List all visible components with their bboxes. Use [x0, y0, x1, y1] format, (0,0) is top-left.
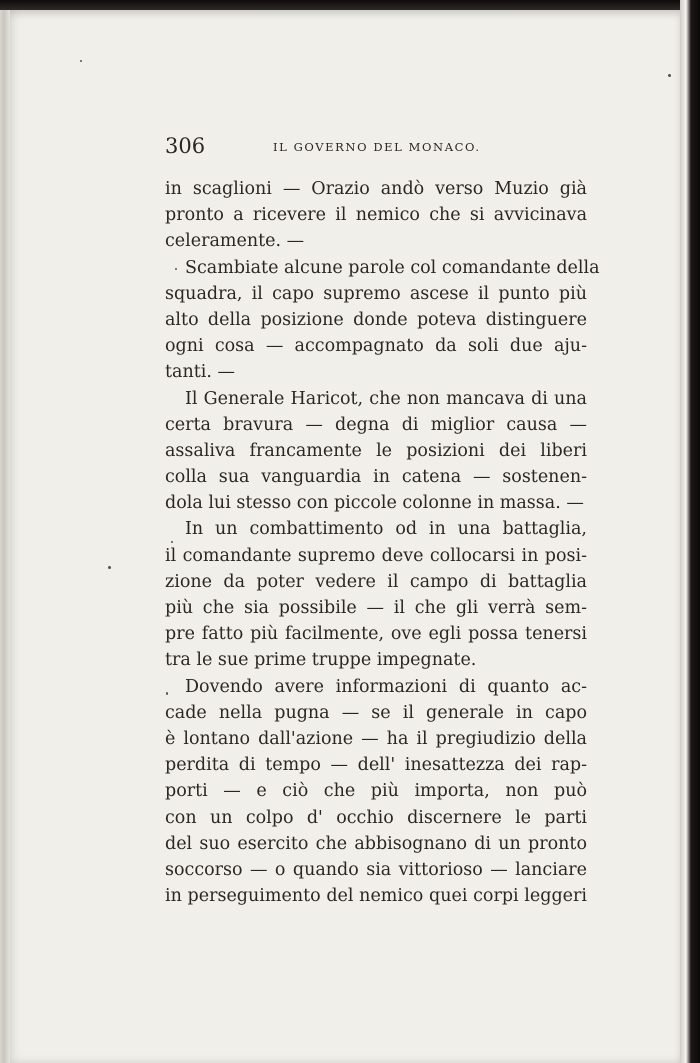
text-line: zione da poter vedere il campo di battaglia: [165, 571, 587, 592]
text-line: assaliva francamente le posizioni dei liberi: [165, 440, 587, 461]
text-line: è lontano dall'azione — ha il pregiudizio della: [165, 728, 587, 749]
text-line: tanti. —: [165, 362, 235, 383]
page-number: 306: [165, 134, 206, 158]
text-line: pre fatto più facilmente, ove egli possa tenersi: [165, 624, 587, 645]
text-line: con un colpo d' occhio discernere le parti: [165, 807, 587, 828]
page-gutter-right: [680, 0, 700, 1063]
speck: [668, 74, 671, 77]
text-line: Dovendo avere informazioni di quanto ac-: [185, 676, 587, 697]
text-line: certa bravura — degna di miglior causa —: [165, 414, 587, 435]
text-line: porti — e ciò che più importa, non può: [165, 781, 587, 802]
text-line: soccorso — o quando sia vittorioso — lanciare: [165, 859, 587, 880]
text-line: del suo esercito che abbisognano di un pronto: [165, 833, 587, 854]
text-line: alto della posizione donde poteva distinguere: [165, 309, 587, 330]
speck: [108, 566, 111, 569]
text-line: tra le sue prime truppe impegnate.: [165, 650, 477, 671]
text-line: celeramente. —: [165, 231, 305, 252]
running-title: IL GOVERNO DEL MONACO.: [273, 140, 481, 154]
text-line: dola lui stesso con piccole colonne in massa. —: [165, 493, 584, 514]
running-header: [165, 134, 585, 168]
text-line: il comandante supremo deve collocarsi in posi-: [165, 545, 587, 566]
text-line: colla sua vanguardia in catena — sostenen-: [165, 467, 587, 488]
text-line: In un combattimento od in una battaglia,: [185, 519, 587, 540]
text-line: Scambiate alcune parole col comandante della: [185, 257, 600, 278]
page-edge-left: [0, 10, 10, 1063]
text-line: in scaglioni — Orazio andò verso Muzio già: [165, 179, 587, 199]
text-line: più che sia possibile — il che gli verrà sem-: [165, 598, 587, 618]
speck: [80, 60, 82, 62]
text-line: perdita di tempo — dell' inesattezza dei rap-: [165, 755, 587, 776]
body-text: [165, 176, 600, 909]
text-line: cade nella pugna — se il generale in capo: [165, 702, 587, 723]
text-line: Il Generale Haricot, che non mancava di una: [185, 388, 587, 409]
text-line: ogni cosa — accompagnato da soli due aju-: [165, 336, 587, 357]
text-line: pronto a ricevere il nemico che si avvicinava: [165, 205, 587, 226]
text-line: in perseguimento del nemico quei corpi leggeri: [165, 886, 587, 907]
text-line: squadra, il capo supremo ascese il punto più: [165, 283, 587, 304]
